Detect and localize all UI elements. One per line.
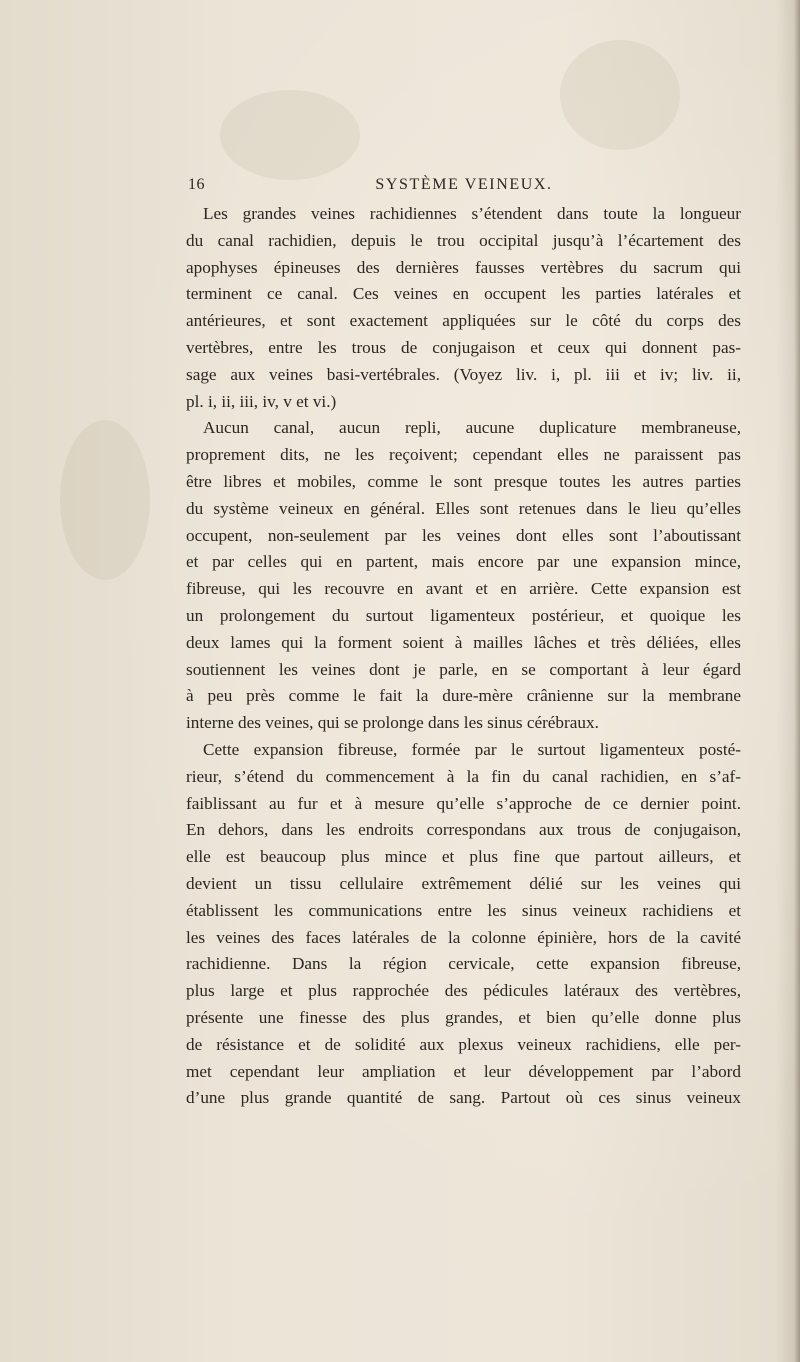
paper-stain (60, 420, 150, 580)
text-line: elle est beaucoup plus mince et plus fine que partout ailleurs, et (186, 847, 741, 867)
page-edge-shadow (794, 0, 800, 1362)
text-line: plus large et plus rapprochée des pédicules latéraux des vertèbres, (186, 981, 741, 1001)
text-line: Cette expansion fibreuse, formée par le surtout ligamenteux posté- (203, 739, 741, 759)
text-line: et par celles qui en partent, mais encore par une expansion mince, (186, 552, 741, 572)
text-line: proprement dits, ne les reçoivent; cependant elles ne paraissent pas (186, 445, 741, 465)
text-line: deux lames qui la forment soient à mailles lâches et très déliées, elles (186, 632, 741, 652)
text-line: Les grandes veines rachidiennes s’étendent dans toute la longueur (203, 204, 741, 223)
text-line: occupent, non-seulement par les veines dont elles sont l’aboutissant (186, 525, 741, 545)
text-line: de résistance et de solidité aux plexus veineux rachidiens, elle per- (186, 1034, 741, 1054)
text-line: fibreuse, qui les recouvre en avant et en arrière. Cette expansion est (186, 579, 741, 599)
text-line: vertèbres, entre les trous de conjugaison et ceux qui donnent pas- (186, 337, 741, 357)
text-line: un prolongement du surtout ligamenteux postérieur, et quoique les (186, 605, 741, 625)
running-header (188, 176, 740, 198)
paper-stain (220, 90, 360, 180)
text-line: faiblissant au fur et à mesure qu’elle s’approche de ce dernier point. (186, 793, 741, 813)
text-line: du système veineux en général. Elles sont retenues dans le lieu qu’elles (186, 498, 741, 518)
text-line: pl. i, ii, iii, iv, v et vi.) (186, 391, 337, 411)
text-line: terminent ce canal. Ces veines en occupent les parties latérales et (186, 284, 741, 304)
running-title: SYSTÈME VEINEUX. (375, 176, 553, 193)
text-line: rachidienne. Dans la région cervicale, cette expansion fibreuse, (186, 954, 741, 974)
text-line: à peu près comme le fait la dure-mère crânienne sur la membrane (186, 686, 741, 706)
text-line: du canal rachidien, depuis le trou occipital jusqu’à l’écartement des (186, 230, 741, 250)
text-line: rieur, s’étend du commencement à la fin du canal rachidien, en s’af- (186, 766, 741, 786)
text-line: Aucun canal, aucun repli, aucune duplicature membraneuse, (203, 418, 741, 438)
text-line: les veines des faces latérales de la colonne épinière, hors de la cavité (186, 927, 741, 947)
paper-stain (560, 40, 680, 150)
text-line: interne des veines, qui se prolonge dans les sinus cérébraux. (186, 713, 599, 733)
text-line: antérieures, et sont exactement appliquées sur le côté du corps des (186, 311, 741, 331)
body-text (186, 201, 741, 1112)
text-line: d’une plus grande quantité de sang. Partout où ces sinus veineux (186, 1088, 741, 1108)
text-line: met cependant leur ampliation et leur développement par l’abord (186, 1061, 741, 1081)
text-line: devient un tissu cellulaire extrêmement délié sur les veines qui (186, 873, 741, 893)
text-line: soutiennent les veines dont je parle, en se comportant à leur égard (186, 659, 741, 679)
page-number: 16 (188, 176, 205, 193)
text-line: sage aux veines basi-vertébrales. (Voyez liv. i, pl. iii et iv; liv. ii, (186, 364, 741, 384)
text-line: être libres et mobiles, comme le sont presque toutes les autres parties (186, 471, 741, 491)
text-line: En dehors, dans les endroits correspondans aux trous de conjugaison, (186, 820, 741, 840)
text-line: présente une finesse des plus grandes, et bien qu’elle donne plus (186, 1007, 741, 1027)
text-line: établissent les communications entre les sinus veineux rachidiens et (186, 900, 741, 920)
text-line: apophyses épineuses des dernières fausses vertèbres du sacrum qui (186, 257, 741, 277)
